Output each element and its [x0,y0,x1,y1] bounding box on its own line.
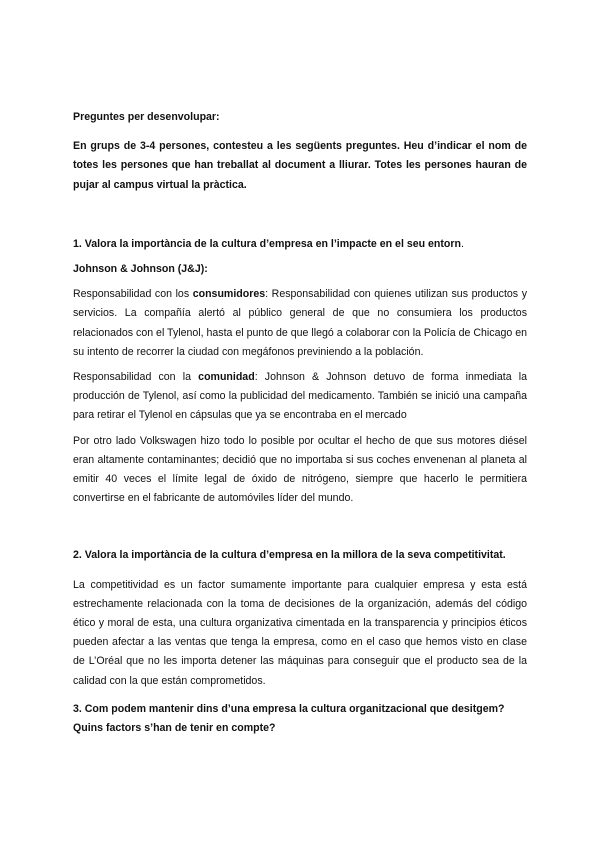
q1-p1-lead: Responsabilidad con los [73,288,193,301]
page-heading: Preguntes per desenvolupar: [73,111,220,123]
q1-p1-rest: : Responsabilidad con quienes utilizan sus productos y servicios. La compañía alertó al público general de que no consumiera los productos relacionados con el Tylenol, hasta el punto de que llegó a colaborar con la Policía de Chicago en su intento de recorrer la ciudad con megáfonos previniendo a la población. [73,288,527,358]
q2-competitiveness-paragraph: La competitividad es un factor sumamente importante para cualquier empresa y esta está estrechamente relacionada con la toma de decisiones de la organización, además del código ético y moral de esta, una cultura organizativa cimentada en la transparencia y principios éticos pueden afectar a las ventas que tenga la empresa, como en el caso que hemos visto en clase de L’Oréal que no les importa detener las máquinas para conseguir que el producto sea de la calidad con la que están comprometidos. [73,578,527,687]
document-page [73,108,527,738]
q1-volkswagen-paragraph: Por otro lado Volkswagen hizo todo lo posible por ocultar el hecho de que sus motores diésel eran altamente contaminantes; decidió que no importaba si sus coches envenenan al planeta al emitir 40 veces el límite legal de óxido de nitrógeno, siempre que hacerlo le permitiera convertirse en el fabricante de automóviles líder del mundo. [73,434,527,505]
question-1-subject: Johnson & Johnson (J&J): [73,263,208,276]
question-3-title: 3. Com podem mantenir dins d’una empresa la cultura organitzacional que desitgem? Quins factors s’han de tenir en compte? [73,702,505,735]
q1-p2-rest: : Johnson & Johnson detuvo de forma inmediata la producción de Tylenol, así como la publicidad del medicamento. También se inició una campaña para retirar el Tylenol en cápsulas que ya se encontraba en el mercado [73,371,527,422]
question-1-title [73,235,527,254]
question-2-title: 2. Valora la importància de la cultura d’empresa en la millora de la seva competitivitat. [73,549,506,562]
q1-p1-bold: consumidores [192,288,266,301]
instructions-paragraph: En grups de 3-4 persones, contesteu a les següents preguntes. Heu d’indicar el nom de totes les persones que han treballat al document a lliurar. Totes les persones hauran de pujar al campus virtual la pràctica. [73,140,527,191]
q1-consumers-paragraph [73,285,527,362]
q1-p2-bold: comunidad [198,371,255,384]
q1-p2-lead: Responsabilidad con la [73,371,199,384]
question-1-title-text: 1. Valora la importància de la cultura d’empresa en l’impacte en el seu entorn [73,237,461,250]
q1-community-paragraph [73,368,527,426]
question-1-title-end: . [461,237,464,250]
